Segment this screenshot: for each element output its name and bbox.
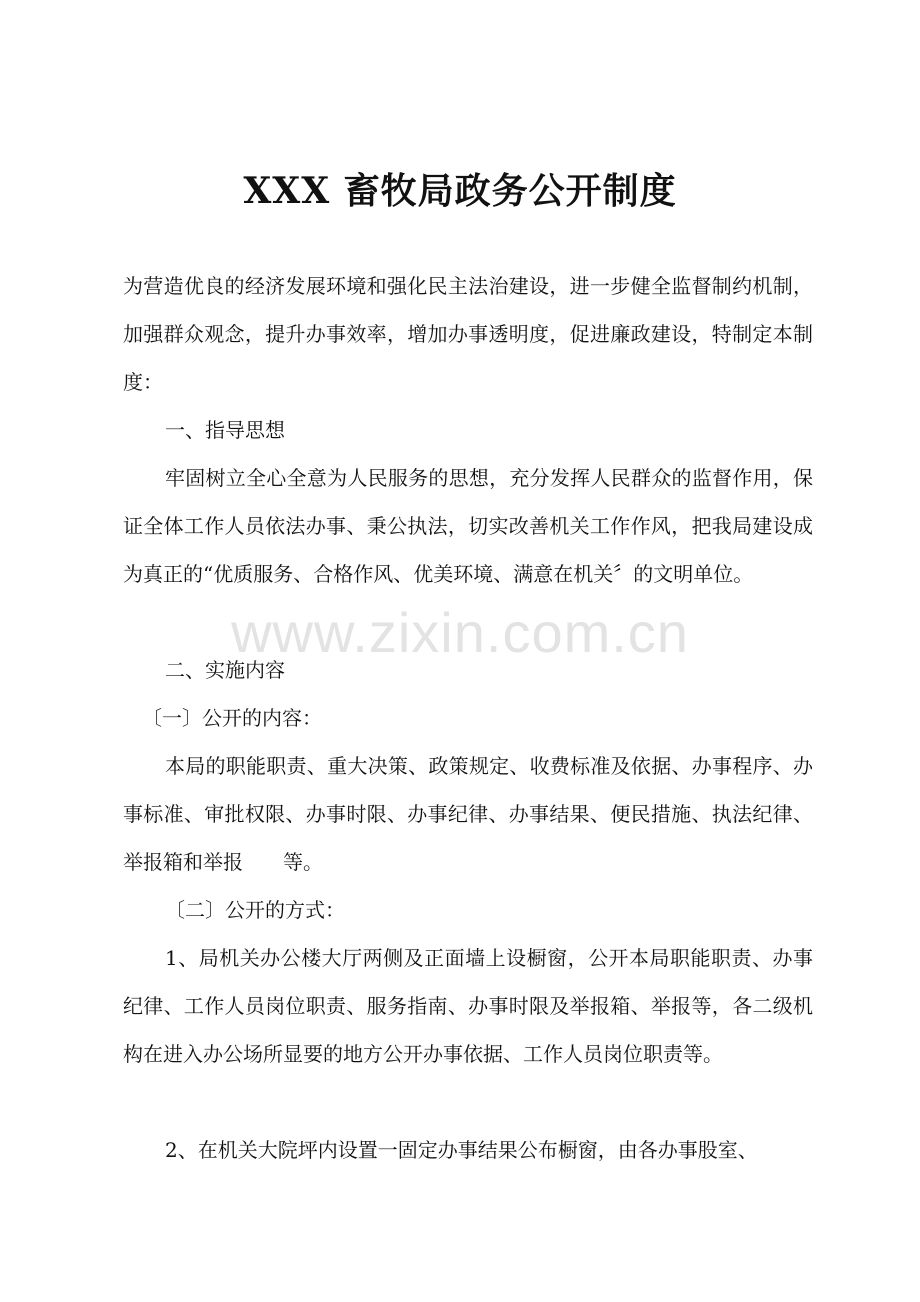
watermark: www.zixin.com.cn	[231, 601, 689, 664]
guiding-ideology-paragraph: 牢固树立全心全意为人民服务的思想，充分发挥人民群众的监督作用，保证全体工作人员依法办事、秉公执法，切实改善机关工作作风，把我局建设成为真正的“优质服务、合格作风、优美环境、满意在机关〞的文明单位。	[123, 466, 813, 586]
section-heading-guiding-ideology: 一、指导思想	[165, 418, 285, 442]
document-title: XXX 畜牧局政务公开制度	[243, 170, 677, 212]
content-paragraph: 本局的职能职责、重大决策、政策规定、收费标准及依据、办事程序、办事标准、审批权限、办事时限、办事纪律、办事结果、便民措施、执法纪律、举报箱和举报 等。	[123, 754, 813, 874]
method-item-2: 2、在机关大院坪内设置一固定办事结果公布橱窗，由各办事股室、	[165, 1138, 758, 1162]
method-item-1: 1、局机关办公楼大厅两侧及正面墙上设橱窗，公开本局职能职责、办事纪律、工作人员岗位职责、服务指南、办事时限及举报箱、举报等，各二级机构在进入办公场所显要的地方公开办事依据、工作人员岗位职责等。	[123, 946, 813, 1066]
section-heading-implementation: 二、实施内容	[165, 658, 285, 682]
subsection-heading-methods: 〔二〕公开的方式：	[165, 898, 345, 922]
subsection-heading-content: 〔一〕公开的内容：	[142, 706, 322, 730]
intro-paragraph: 为营造优良的经济发展环境和强化民主法治建设，进一步健全监督制约机制，加强群众观念，提升办事效率，增加办事透明度，促进廉政建设，特制定本制度：	[123, 274, 813, 394]
